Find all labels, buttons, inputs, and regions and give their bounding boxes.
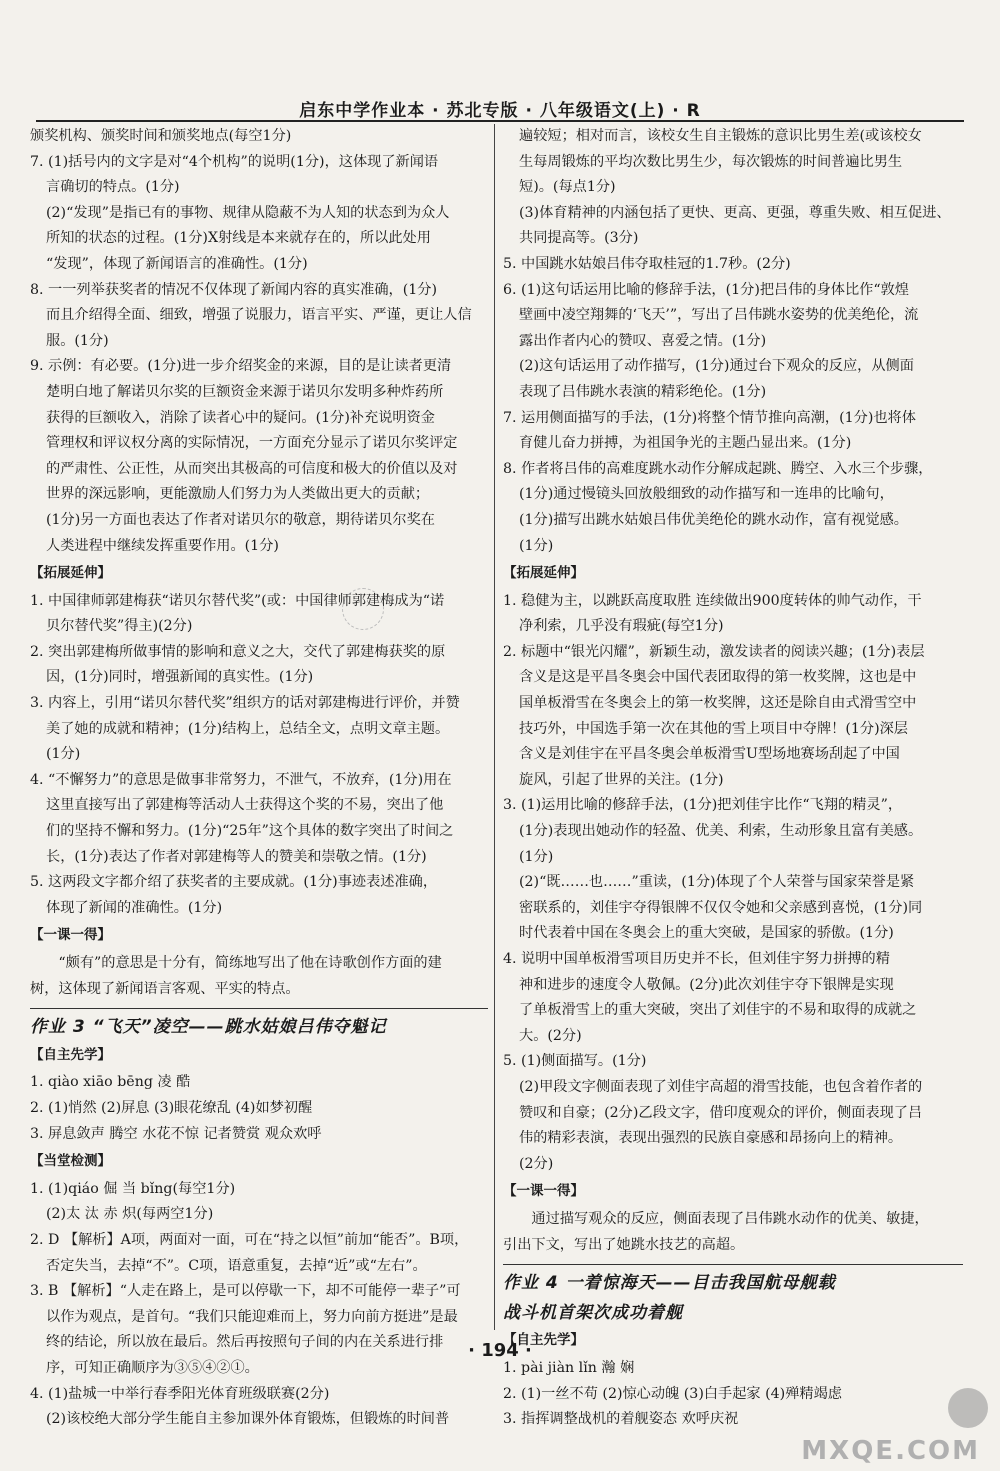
answer-line: 贝尔替代奖”得主)(2分) bbox=[46, 618, 193, 635]
section-heading-extension: 【拓展延伸】 bbox=[30, 565, 111, 582]
answer-line: 9. 示例：有必要。(1分)进一步介绍奖金的来源，目的是让读者更清 bbox=[30, 358, 452, 375]
answer-line: (2)这句话运用了动作描写，(1分)通过台下观众的反应，从侧面 bbox=[519, 358, 914, 375]
answer-line: 露出作者内心的赞叹、喜爱之情。(1分) bbox=[519, 332, 767, 349]
answer-line: 世界的深远影响，更能激励人们努力为人类做出更大的贡献； bbox=[46, 486, 430, 503]
answer-line: 管理权和评议权分离的实际情况，一方面充分显示了诺贝尔奖评定 bbox=[46, 435, 458, 452]
answer-line: 短)。(每点1分) bbox=[519, 179, 616, 196]
answer-line: “发现”，体现了新闻语言的准确性。(1分) bbox=[46, 255, 308, 272]
right-self-study-answers bbox=[503, 1356, 963, 1433]
answer-line: 3. 内容上，引用“诺贝尔替代奖”组织方的话对郭建梅进行评价，并赞 bbox=[30, 695, 460, 712]
answer-line: 终的结论，所以放在最后。然后再按照句子间的内在关系进行排 bbox=[46, 1334, 444, 1351]
answer-line: 通过描写观众的反应，侧面表现了吕伟跳水动作的优美、敏捷， bbox=[531, 1210, 929, 1227]
answer-line: 1. pài jiàn lǐn 瀚 娴 bbox=[503, 1359, 635, 1376]
homework-4-title-line2: 战斗机首架次成功着舰 bbox=[503, 1302, 683, 1323]
answer-line: 2. (1)一丝不苟 (2)惊心动魄 (3)白手起家 (4)殚精竭虑 bbox=[503, 1385, 842, 1402]
answer-line: “颇有”的意思是十分有，简练地写出了他在诗歌创作方面的建 bbox=[58, 955, 442, 971]
answer-line: (2分) bbox=[519, 1155, 554, 1172]
answer-line: 8. 作者将吕伟的高难度跳水动作分解成起跳、腾空、入水三个步骤， bbox=[503, 460, 933, 477]
left-class-test-answers bbox=[30, 1177, 488, 1433]
answer-line: 这里直接写出了郭建梅等活动人士获得这个奖的不易，突出了他 bbox=[46, 797, 444, 814]
answer-line: (2)“发现”是指已有的事物、规律从隐蔽不为人知的状态到为众人 bbox=[46, 204, 450, 221]
answer-line: 3. B 【解析】“人走在路上，是可以停歇一下，却不可能停一辈子”可 bbox=[30, 1283, 461, 1300]
answer-line: (1分) bbox=[46, 746, 81, 763]
answer-line: (1分)表现出她动作的轻盈、优美、利索，生动形象且富有美感。 bbox=[519, 823, 923, 840]
column-divider bbox=[494, 124, 495, 1330]
right-gain-text bbox=[503, 1207, 963, 1258]
answer-line: 国单板滑雪在冬奥会上的第一枚奖牌，这还是除自由式滑雪空中 bbox=[519, 695, 917, 712]
answer-line: 长，(1分)表达了作者对郭建梅等人的赞美和崇敬之情。(1分) bbox=[46, 848, 427, 865]
section-heading-gain: 【一课一得】 bbox=[30, 927, 111, 944]
answer-line: 伟的精彩表演，表现出强烈的民族自豪感和昂扬向上的精神。 bbox=[519, 1130, 903, 1147]
answer-line: (2)“既……也……”重读，(1分)体现了个人荣誉与国家荣誉是紧 bbox=[519, 874, 915, 891]
answer-line: 服。(1分) bbox=[46, 332, 109, 349]
answer-line: 含义是刘佳宇在平昌冬奥会单板滑雪U型场地赛场刮起了中国 bbox=[519, 746, 900, 763]
answer-line: 技巧外，中国选手第一次在其他的雪上项目中夺牌！(1分)深层 bbox=[519, 720, 908, 737]
header-rule bbox=[36, 120, 964, 122]
section-heading-class-test: 【当堂检测】 bbox=[30, 1153, 111, 1170]
homework-rule bbox=[30, 1008, 488, 1009]
section-heading-extension-right: 【拓展延伸】 bbox=[503, 565, 584, 582]
section-heading-gain-right: 【一课一得】 bbox=[503, 1183, 584, 1200]
answer-line: (2)太 汰 赤 炽(每两空1分) bbox=[46, 1206, 214, 1223]
answer-line: 1. 稳健为主，以跳跃高度取胜 连续做出900度转体的帅气动作，干 bbox=[503, 592, 922, 609]
right-column bbox=[503, 124, 963, 1433]
answer-line: 遍较短；相对而言，该校女生自主锻炼的意识比男生差(或该校女 bbox=[519, 128, 922, 144]
answer-line: 2. 标题中“银光闪耀”，新颖生动，激发读者的阅读兴趣；(1分)表层 bbox=[503, 643, 925, 660]
answer-line: 人类进程中继续发挥重要作用。(1分) bbox=[46, 537, 279, 554]
answer-line: 8. 一一列举获奖者的情况不仅体现了新闻内容的真实准确，(1分) bbox=[30, 281, 438, 298]
answer-line: (1分) bbox=[519, 537, 554, 554]
answer-line: 树，这体现了新闻语言客观、平实的特点。 bbox=[30, 980, 300, 997]
left-column bbox=[30, 124, 488, 1433]
page-header: 启东中学作业本 · 苏北专版 · 八年级语文(上) · R bbox=[299, 101, 701, 121]
answer-line: (1分)通过慢镜头回放般细致的动作描写和一连串的比喻句， bbox=[519, 486, 894, 503]
answer-line: 生每周锻炼的平均次数比男生少，每次锻炼的时间普遍比男生 bbox=[519, 153, 903, 170]
answer-line: 序，可知正确顺序为③⑤④②①。 bbox=[46, 1359, 259, 1376]
page-number: · 194 · bbox=[468, 1340, 532, 1361]
answer-line: 2. 突出郭建梅所做事情的影响和意义之大，交代了郭建梅获奖的原 bbox=[30, 643, 446, 660]
left-self-study-answers bbox=[30, 1070, 488, 1147]
answer-line: 而且介绍得全面、细致，增强了说服力，语言平实、严谨，更让人信 bbox=[46, 307, 472, 324]
answer-line: 7. (1)括号内的文字是对“4个机构”的说明(1分)，这体现了新闻语 bbox=[30, 153, 439, 170]
answer-line: 净利索，几乎没有瑕疵(每空1分) bbox=[519, 618, 724, 635]
answer-line: 赞叹和自豪；(2分)乙段文字，借印度观众的评价，侧面表现了吕 bbox=[519, 1104, 923, 1121]
answer-line: 育健儿奋力拼搏，为祖国争光的主题凸显出来。(1分) bbox=[519, 435, 852, 452]
answer-line: 1. (1)qiáo 倔 当 bǐng(每空1分) bbox=[30, 1180, 236, 1197]
answer-line: 体现了新闻的准确性。(1分) bbox=[46, 899, 223, 916]
answer-line: 3. 屏息敛声 腾空 水花不惊 记者赞赏 观众欢呼 bbox=[30, 1125, 322, 1142]
answer-line: 5. (1)侧面描写。(1分) bbox=[503, 1053, 647, 1070]
watermark-text: MXQE.COM bbox=[801, 1436, 980, 1466]
answer-line: 1. 中国律师郭建梅获“诺贝尔替代奖”(或：中国律师郭建梅成为“诺 bbox=[30, 592, 445, 609]
answer-line: 言确切的特点。(1分) bbox=[46, 179, 180, 196]
answer-line: 2. (1)悄然 (2)屏息 (3)眼花缭乱 (4)如梦初醒 bbox=[30, 1099, 313, 1116]
left-answers-part1 bbox=[30, 124, 488, 559]
answer-line: 4. 说明中国单板滑雪项目历史并不长，但刘佳宇努力拼搏的精 bbox=[503, 951, 890, 967]
answer-line: 3. 指挥调整战机的着舰姿态 欢呼庆祝 bbox=[503, 1411, 739, 1428]
answer-line: (3)体育精神的内涵包括了更快、更高、更强，尊重失败、相互促进、 bbox=[519, 204, 951, 221]
answer-line: (1分) bbox=[519, 848, 554, 865]
answer-line: 颁奖机构、颁奖时间和颁奖地点(每空1分) bbox=[30, 128, 292, 144]
answer-line: 否定失当，去掉“不”。C项，语意重复，去掉“近”或“左右”。 bbox=[46, 1257, 427, 1274]
answer-line: 神和进步的速度令人敬佩。(2分)此次刘佳宇夺下银牌是实现 bbox=[519, 976, 894, 993]
left-extension-answers bbox=[30, 589, 488, 922]
homework-3-title: 作业 3 “飞天”凌空——跳水姑娘吕伟夺魁记 bbox=[30, 1017, 387, 1038]
answer-line: 表现了吕伟跳水表演的精彩绝伦。(1分) bbox=[519, 383, 767, 400]
answer-line: 4. (1)盐城一中举行春季阳光体育班级联赛(2分) bbox=[30, 1385, 330, 1402]
answer-line: 的严肃性、公正性，从而突出其极高的可信度和极大的价值以及对 bbox=[46, 460, 458, 477]
left-gain-text bbox=[30, 951, 488, 1002]
right-extension-answers bbox=[503, 589, 963, 1178]
answer-line: 美了她的成就和精神；(1分)结构上，总结全文，点明文章主题。 bbox=[46, 720, 450, 737]
answer-line: 楚明白地了解诺贝尔奖的巨额资金来源于诺贝尔发明多种炸药所 bbox=[46, 383, 444, 400]
section-heading-self-study: 【自主先学】 bbox=[30, 1046, 111, 1063]
answer-line: 壁画中凌空翔舞的‘飞天’”，写出了吕伟跳水姿势的优美绝伦，流 bbox=[519, 307, 919, 324]
homework-rule-right bbox=[503, 1264, 963, 1265]
answer-line: 获得的巨额收入，消除了读者心中的疑问。(1分)补充说明资金 bbox=[46, 409, 435, 426]
answer-line: 密联系的，刘佳宇夺得银牌不仅仅令她和父亲感到喜悦，(1分)同 bbox=[519, 899, 923, 916]
answer-line: 们的坚持不懈和努力。(1分)“25年”这个具体的数字突出了时间之 bbox=[46, 823, 454, 840]
section-heading-self-study-right: 【自主先学】 bbox=[503, 1332, 584, 1349]
answer-line: (1分)描写出跳水姑娘吕伟优美绝伦的跳水动作，富有视觉感。 bbox=[519, 511, 908, 528]
answer-line: 以作为观点，是首句。“我们只能迎难而上，努力向前方挺进”是最 bbox=[46, 1308, 458, 1325]
answer-line: 共同提高等。(3分) bbox=[519, 230, 639, 247]
answer-line: 了单板滑雪上的重大突破，突出了刘佳宇的不易和取得的成就之 bbox=[519, 1002, 917, 1019]
answer-line: 因，(1分)同时，增强新闻的真实性。(1分) bbox=[46, 669, 314, 686]
answer-line: 3. (1)运用比喻的修辞手法，(1分)把刘佳宇比作“飞翔的精灵”， bbox=[503, 797, 903, 814]
answer-line: 4. “不懈努力”的意思是做事非常努力，不泄气，不放弃，(1分)用在 bbox=[30, 771, 452, 788]
homework-4-title-line1: 作业 4 一着惊海天——目击我国航母舰载 bbox=[503, 1273, 836, 1294]
answer-line: 大。(2分) bbox=[519, 1027, 582, 1044]
answer-line: (2)该校绝大部分学生能自主参加课外体育锻炼，但锻炼的时间普 bbox=[46, 1411, 450, 1428]
answer-line: 1. qiào xiāo bēng 凌 酷 bbox=[30, 1074, 191, 1091]
answer-line: (2)甲段文字侧面表现了刘佳宇高超的滑雪技能，也包含着作者的 bbox=[519, 1078, 923, 1095]
answer-line: 旋风，引起了世界的关注。(1分) bbox=[519, 771, 724, 788]
answer-line: 2. D 【解析】A项，两面对一面，可在“持之以恒”前加“能否”。B项， bbox=[30, 1231, 469, 1248]
answer-line: (1分)另一方面也表达了作者对诺贝尔的敬意，期待诺贝尔奖在 bbox=[46, 511, 435, 528]
right-answers-part1 bbox=[503, 124, 963, 559]
answer-line: 含义是这是平昌冬奥会中国代表团取得的第一枚奖牌，这也是中 bbox=[519, 669, 917, 686]
answer-line: 5. 这两段文字都介绍了获奖者的主要成就。(1分)事迹表述准确， bbox=[30, 874, 438, 891]
answer-line: 7. 运用侧面描写的手法，(1分)将整个情节推向高潮，(1分)也将体 bbox=[503, 409, 916, 426]
answer-line: 6. (1)这句话运用比喻的修辞手法，(1分)把吕伟的身体比作“敦煌 bbox=[503, 281, 909, 298]
watermark-logo-icon bbox=[948, 1388, 988, 1428]
answer-line: 所知的状态的过程。(1分)X射线是本来就存在的，所以此处用 bbox=[46, 230, 431, 247]
answer-line: 时代表着中国在冬奥会上的重大突破，是国家的骄傲。(1分) bbox=[519, 925, 894, 942]
answer-line: 引出下文，写出了她跳水技艺的高超。 bbox=[503, 1236, 745, 1253]
answer-line: 5. 中国跳水姑娘吕伟夺取桂冠的1.7秒。(2分) bbox=[503, 255, 791, 272]
